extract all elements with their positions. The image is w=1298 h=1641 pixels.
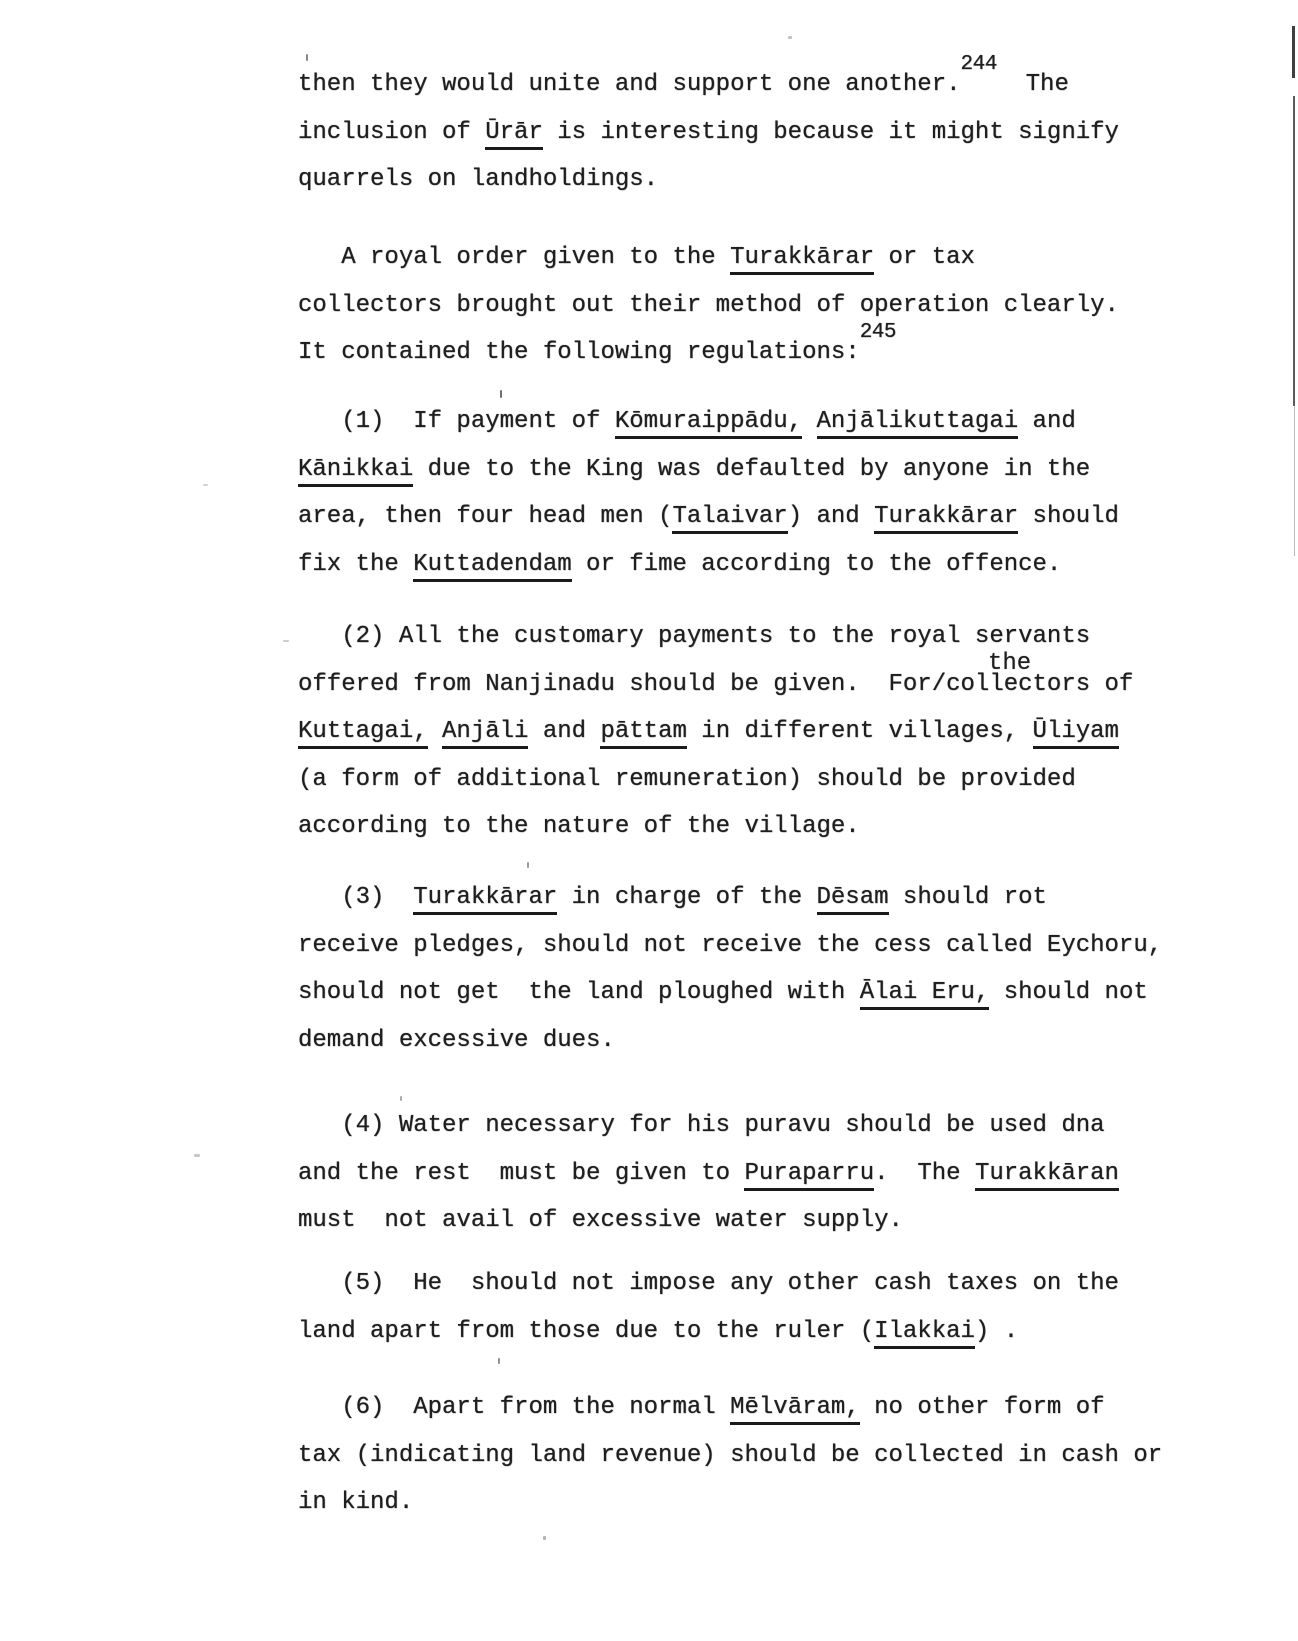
text-run — [428, 718, 442, 745]
underlined-term: Anjālikuttagai — [817, 408, 1019, 439]
text-line — [298, 922, 1162, 970]
text-run: (1) If payment of — [298, 408, 615, 435]
underlined-term: Mēlvāram, — [730, 1394, 860, 1425]
scan-speck — [527, 862, 529, 868]
underlined-term: Dēsam — [817, 884, 889, 915]
text-run: receive pledges, should not receive the cess called Eychoru, — [298, 931, 1163, 959]
text-run: (5) He should not impose any other cash taxes on the — [298, 1270, 1119, 1297]
paragraph — [298, 1102, 1119, 1245]
text-run: (2) All the customary payments to the royal servants — [298, 623, 1091, 650]
scan-speck — [500, 390, 502, 398]
underlined-term: Turakkāran — [975, 1160, 1119, 1191]
paragraph — [298, 613, 1133, 851]
text-line — [298, 708, 1133, 756]
text-line — [298, 321, 1119, 377]
text-run: should rot — [888, 884, 1047, 911]
text-line — [298, 874, 1162, 922]
text-line — [298, 156, 1119, 204]
paragraph — [298, 234, 1119, 377]
paragraph — [298, 874, 1162, 1064]
text-run: land apart from those due to the ruler ( — [298, 1317, 875, 1345]
underlined-term: Turakkārar — [413, 884, 557, 915]
text-line — [298, 1479, 1162, 1527]
underlined-term: Kānikkai — [298, 456, 413, 487]
text-run: due to the King was defaulted by anyone in the — [413, 455, 1091, 483]
text-run: then they would unite and support one another. — [298, 71, 961, 98]
text-line — [298, 613, 1133, 661]
underlined-term: Kuttadendam — [413, 551, 571, 582]
paragraph — [298, 398, 1119, 588]
text-run: should — [1018, 503, 1119, 531]
text-line — [298, 756, 1133, 804]
text-run: collectors brought out their method of operation clearly. — [298, 291, 1119, 319]
underlined-term: pāttam — [600, 718, 686, 749]
text-line — [298, 1384, 1162, 1432]
text-run: It contained the following regulations: — [298, 339, 860, 367]
underlined-term: Anjāli — [442, 718, 528, 749]
text-line — [298, 446, 1119, 494]
text-run: (6) Apart from the normal — [298, 1394, 731, 1421]
text-line — [298, 398, 1119, 446]
scan-speck — [400, 1096, 402, 1101]
underlined-term: Kuttagai, — [298, 718, 428, 749]
scan-edge-line — [1293, 96, 1295, 406]
scan-edge-line — [1294, 406, 1295, 556]
text-run: area, then four head men ( — [298, 503, 673, 531]
text-run: is interesting because it might signify — [542, 118, 1119, 146]
scan-speck — [194, 1154, 200, 1157]
underlined-term: Ūrār — [485, 119, 543, 150]
text-run: A royal order given to the — [298, 244, 731, 271]
text-run: fix the — [298, 550, 414, 578]
text-run: and the rest must be given to — [298, 1159, 745, 1187]
text-run: should not — [989, 979, 1148, 1007]
underlined-term: Turakkārar — [874, 503, 1018, 534]
text-run: or tax — [874, 244, 975, 271]
paragraph — [298, 1260, 1119, 1355]
text-run: ) . — [974, 1317, 1019, 1345]
text-run: and — [528, 718, 601, 746]
text-run — [802, 408, 816, 435]
underlined-term: Ūliyam — [1033, 718, 1119, 749]
text-run: The — [996, 71, 1069, 98]
footnote-reference: 244 — [960, 53, 997, 76]
underlined-term: Ālai Eru, — [860, 979, 990, 1010]
text-run: . The — [874, 1159, 975, 1187]
text-line — [298, 282, 1119, 330]
text-line — [298, 541, 1119, 589]
text-line — [298, 1150, 1119, 1198]
text-line — [298, 803, 1133, 851]
text-run: in kind. — [298, 1489, 414, 1517]
inserted-word: the — [988, 650, 1032, 677]
paragraph — [298, 1384, 1162, 1527]
text-line — [298, 1197, 1119, 1245]
underlined-term: Ilakkai — [874, 1318, 975, 1349]
text-line — [298, 109, 1119, 157]
scan-speck — [543, 1536, 546, 1540]
text-run: (a form of additional remuneration) should be provided — [298, 765, 1076, 793]
text-run: ) and — [787, 503, 875, 531]
text-run: must not avail of excessive water supply. — [298, 1207, 903, 1235]
text-line — [298, 53, 1119, 109]
underlined-term: Kōmuraippādu, — [615, 408, 802, 439]
scan-speck — [788, 36, 792, 39]
text-run: no other form of — [859, 1394, 1105, 1421]
text-run: (3) — [298, 884, 414, 911]
scan-speck — [283, 640, 289, 642]
text-run: offered from Nanjinadu should be given. For/collectors of — [298, 670, 1134, 698]
text-run: in charge of the — [557, 884, 817, 911]
text-run: should not get the land ploughed with — [298, 979, 860, 1007]
text-run: inclusion of — [298, 118, 486, 146]
text-line — [298, 969, 1162, 1017]
text-line — [298, 1017, 1162, 1065]
scan-speck — [306, 54, 308, 61]
text-run: quarrels on landholdings. — [298, 166, 659, 194]
scan-speck — [203, 484, 208, 486]
paragraph — [298, 53, 1119, 204]
text-line — [298, 493, 1119, 541]
underlined-term: Turakkārar — [730, 244, 874, 275]
scan-edge-line — [1292, 26, 1295, 78]
text-run: in different villages, — [686, 718, 1033, 746]
text-run: demand excessive dues. — [298, 1026, 615, 1054]
text-run: or fime according to the offence. — [571, 550, 1062, 578]
text-line — [298, 1308, 1119, 1356]
text-line — [298, 1102, 1119, 1150]
text-run: and — [1018, 408, 1076, 435]
text-line — [298, 661, 1133, 709]
text-run: according to the nature of the village. — [298, 813, 860, 841]
text-line — [298, 1260, 1119, 1308]
underlined-term: Puraparru — [744, 1160, 874, 1191]
text-line — [298, 234, 1119, 282]
text-run: (4) Water necessary for his puravu should be used dna — [298, 1112, 1105, 1139]
underlined-term: Talaivar — [672, 503, 787, 534]
text-line — [298, 1432, 1162, 1480]
text-run: tax (indicating land revenue) should be collected in cash or — [298, 1441, 1163, 1469]
scan-speck — [498, 1358, 500, 1364]
footnote-reference: 245 — [859, 321, 897, 345]
